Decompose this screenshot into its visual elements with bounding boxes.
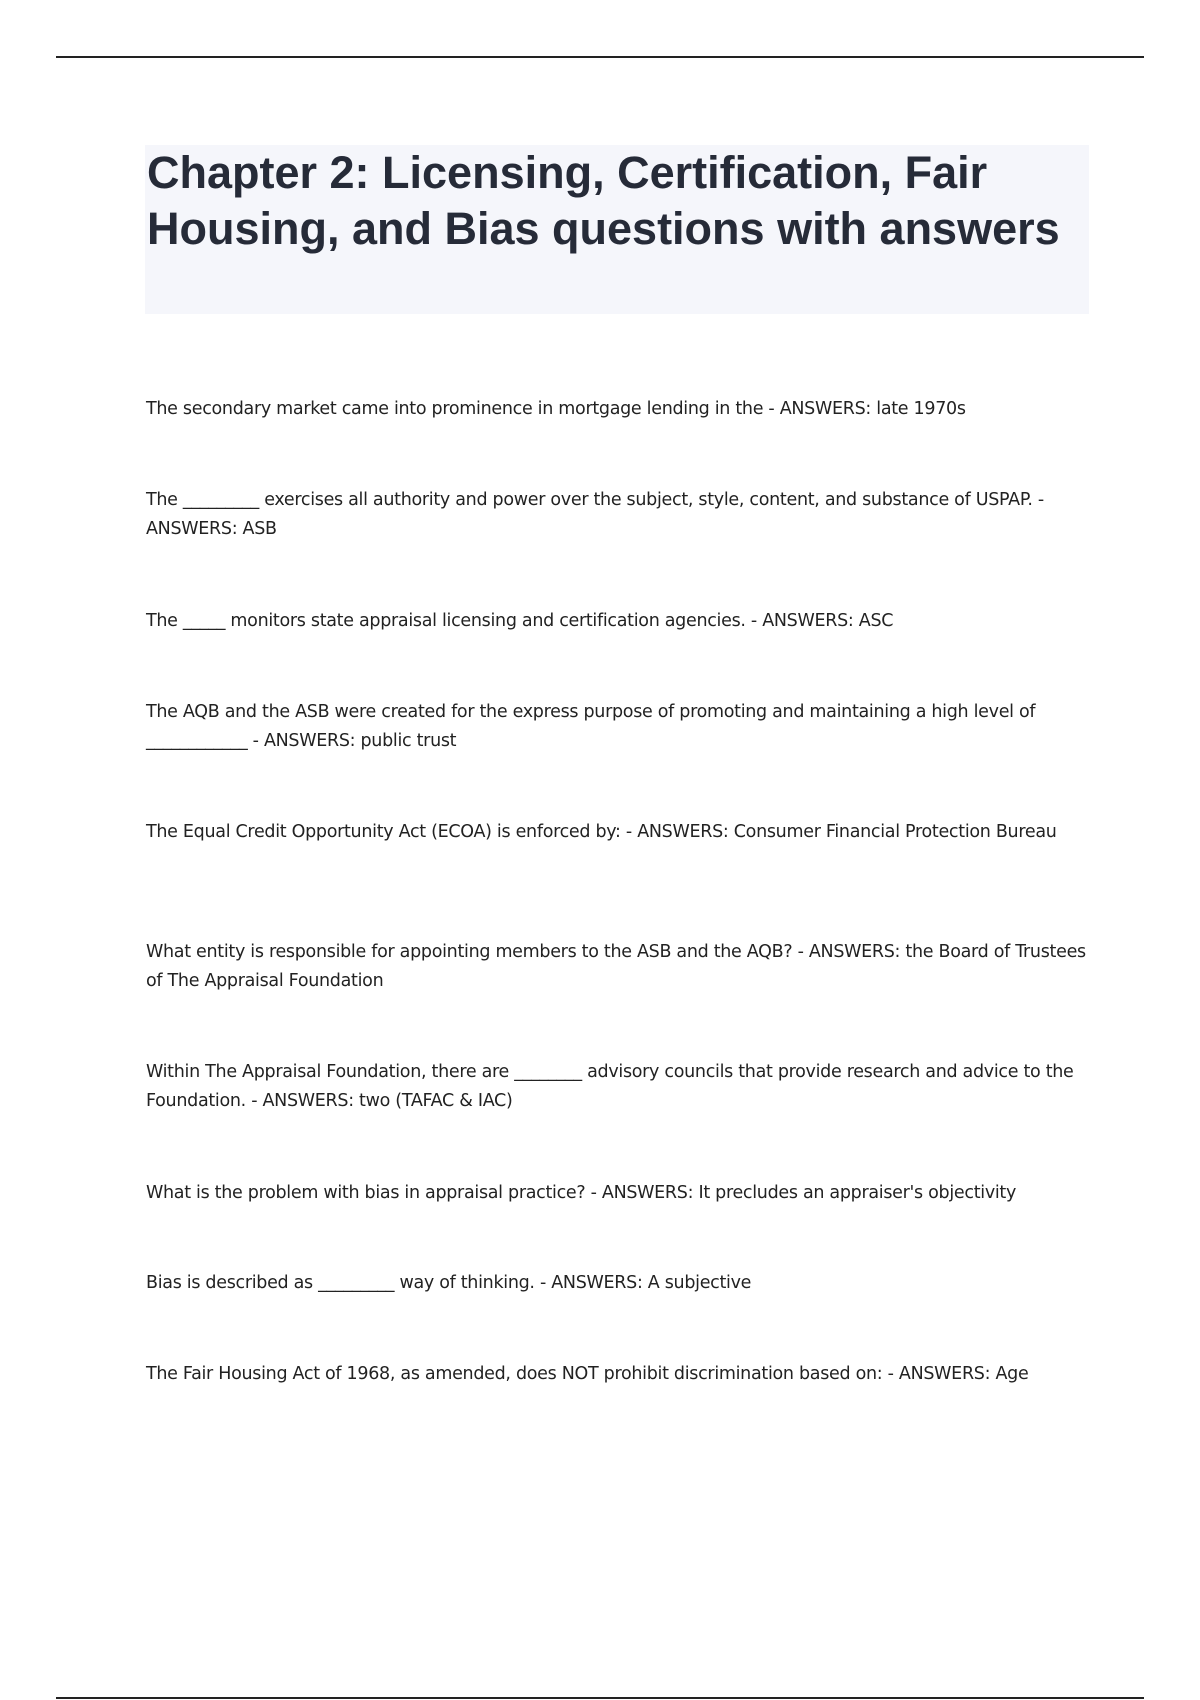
qa-item-3: The _____ monitors state appraisal licensing and certification agencies. - ANSWERS: ASC [146, 611, 894, 631]
qa-item-8: What is the problem with bias in appraisal practice? - ANSWERS: It precludes an appraiser's objectivity [146, 1183, 1017, 1203]
qa-item-9: Bias is described as _________ way of thinking. - ANSWERS: A subjective [146, 1273, 752, 1293]
title-block [145, 145, 1089, 314]
bottom-rule [56, 1697, 1144, 1699]
qa-item-2: The _________ exercises all authority and power over the subject, style, content, and substance of USPAP. - ANSWERS: ASB [146, 490, 1044, 539]
qa-item-1: The secondary market came into prominence in mortgage lending in the - ANSWERS: late 1970s [146, 399, 966, 419]
top-rule [56, 56, 1144, 58]
qa-item-5: The Equal Credit Opportunity Act (ECOA) is enforced by: - ANSWERS: Consumer Financial Protection Bureau [146, 822, 1057, 842]
qa-item-4: The AQB and the ASB were created for the express purpose of promoting and maintaining a high level of ____________ - ANSWERS: public trust [146, 702, 1036, 751]
qa-item-6: What entity is responsible for appointing members to the ASB and the AQB? - ANSWERS: the Board of Trustees of The Appraisal Foundation [146, 942, 1086, 991]
qa-item-7: Within The Appraisal Foundation, there are ________ advisory councils that provide research and advice to the Foundation. - ANSWERS: two (TAFAC & IAC) [146, 1062, 1074, 1111]
page-title: Chapter 2: Licensing, Certification, Fair Housing, and Bias questions with answers [147, 147, 1060, 254]
qa-item-10: The Fair Housing Act of 1968, as amended, does NOT prohibit discrimination based on: - ANSWERS: Age [146, 1364, 1029, 1384]
